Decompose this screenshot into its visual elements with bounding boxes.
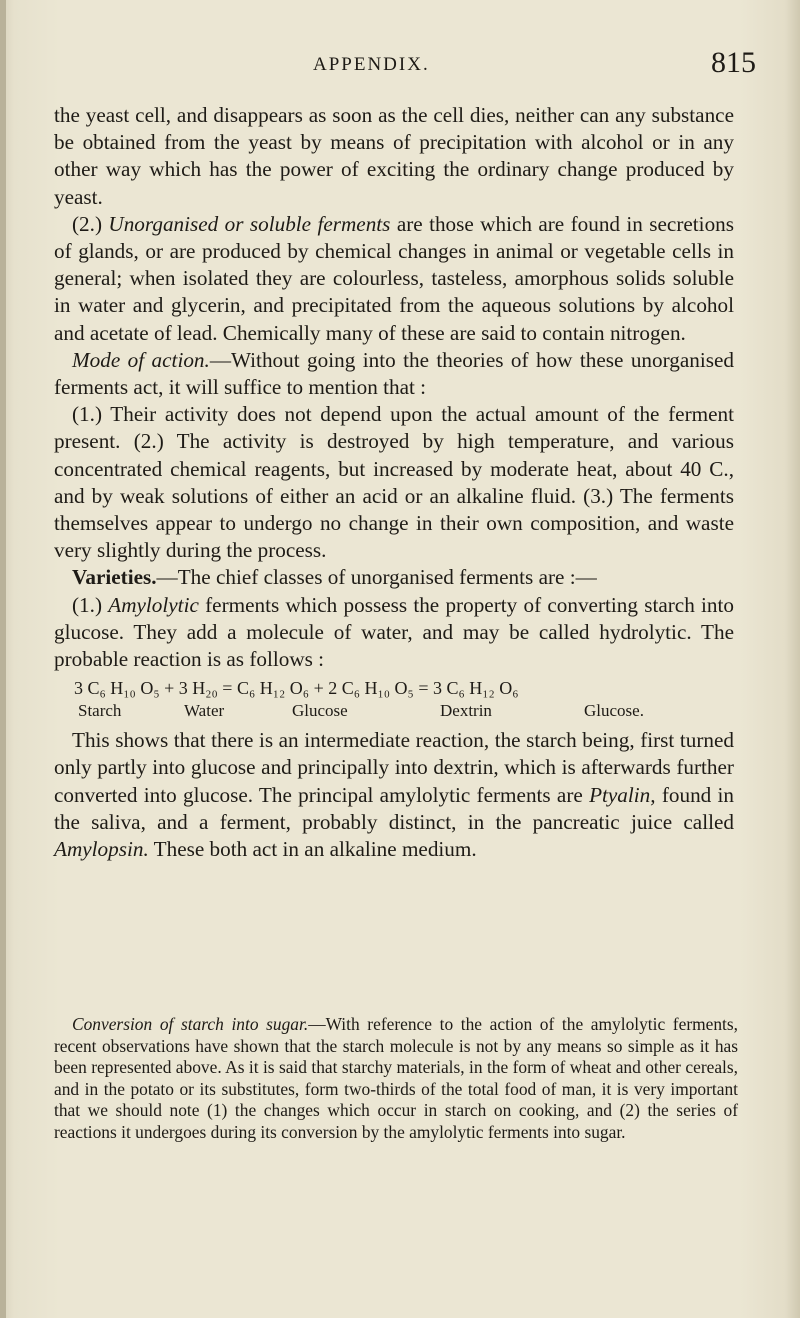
label-dextrin: Dextrin [440,701,492,721]
paragraph-text: the yeast cell, and disappears as soon as the cell dies, neither can any substance be obtained from the yeast by means of precipitation with alcohol or in any other way which has the power of exciting the ordinary change produced by yeast. [54,103,734,209]
paragraph-text: —Without going into the theories of how these unorganised ferments act, it will suffice to mention that : [54,347,734,400]
page-number: 815 [711,46,756,79]
paragraph-intermediate-reaction [54,727,734,863]
paragraph-text: —With reference to the action of the amylolytic ferments, recent observations have shown that the starch molecule is not by any means so simple as it has been represented above. As it is said that starchy materials, in the form of wheat and other cereals, and in the potato or its substitutes, form two-thirds of the total food of man, it is very important that we should note (1) the changes which occur in starch on cooking, and (2) the series of reactions it undergoes during its conversion by the amylolytic ferments into sugar. [54,1014,739,1142]
term-ptyalin: Ptyalin, [589,782,656,807]
item-number: (2.) [72,211,103,236]
paragraph-amylolytic [54,592,734,674]
paragraph-mode-of-action [54,347,734,401]
label-glucose-2: Glucose. [584,701,644,721]
item-number: (1.) [72,592,103,617]
paragraph-conversion-of-starch [54,1014,738,1143]
term-amylopsin: Amylopsin. [54,837,149,862]
paragraph-text: This shows that there is an intermediate reaction, the starch being, first turned only partly into glucose and principally into dextrin, which is afterwards further converted into glucose. The principal amylolytic ferments are [54,728,734,807]
running-head [0,46,800,86]
label-starch: Starch [78,701,122,721]
heading-varieties: Varieties. [72,565,157,590]
chemical-equation [54,675,734,727]
label-water: Water [184,701,225,721]
paragraph-activity-list [54,401,734,564]
label-glucose: Glucose [292,701,348,721]
running-title: APPENDIX. [313,54,430,75]
paragraph-text: found in the saliva, and a ferment, probably distinct, in the pancreatic juice called [54,782,734,834]
heading-mode-of-action: Mode of action. [72,347,210,372]
paragraph-text: ferments which possess the property of converting starch into glucose. They add a molecule of water, and may be called hydrolytic. The probable reaction is as follows : [54,592,735,672]
heading-conversion-of-starch: Conversion of starch into sugar. [72,1014,309,1034]
paragraph-text: —The chief classes of unorganised ferments are :— [156,565,597,590]
footnote-section [54,1014,738,1143]
paragraph-varieties [54,564,734,591]
paragraph-unorganised-ferments [54,211,734,347]
equation-formula: 3 C₆ H₁₀ O₅ + 3 H₂₀ = C₆ H₁₂ O₆ + 2 C₆ H₁₀ O₅ = 3 C₆ H₁₂ O₆ [74,678,519,699]
term-unorganised-ferments: Unorganised or soluble ferments [108,211,391,236]
paragraph-yeast-cell [54,102,734,211]
paragraph-text: are those which are found in secretions of glands, or are produced by chemical changes in animal or vegetable cells in general; when isolated they are colourless, tasteless, amorphous solids soluble in water and glycerin, and precipitated from the aqueous solutions by alcohol and acetate of lead. Chemically many of these are said to contain nitrogen. [54,211,734,345]
page-binding-edge [0,0,6,1318]
main-text [54,102,734,863]
paragraph-text: (1.) Their activity does not depend upon the actual amount of the ferment present. (2.) The activity is destroyed by high temperature, and various concentrated chemical reagents, but increased by moderate heat, about 40 C., and by weak solutions of either an acid or an alkaline fluid. (3.) The ferments themselves appear to undergo no change in their own composition, and waste very slightly during the process. [54,402,734,563]
term-amylolytic: Amylolytic [108,592,199,617]
paragraph-text: These both act in an alkaline medium. [153,837,477,862]
equation-labels [54,697,734,721]
